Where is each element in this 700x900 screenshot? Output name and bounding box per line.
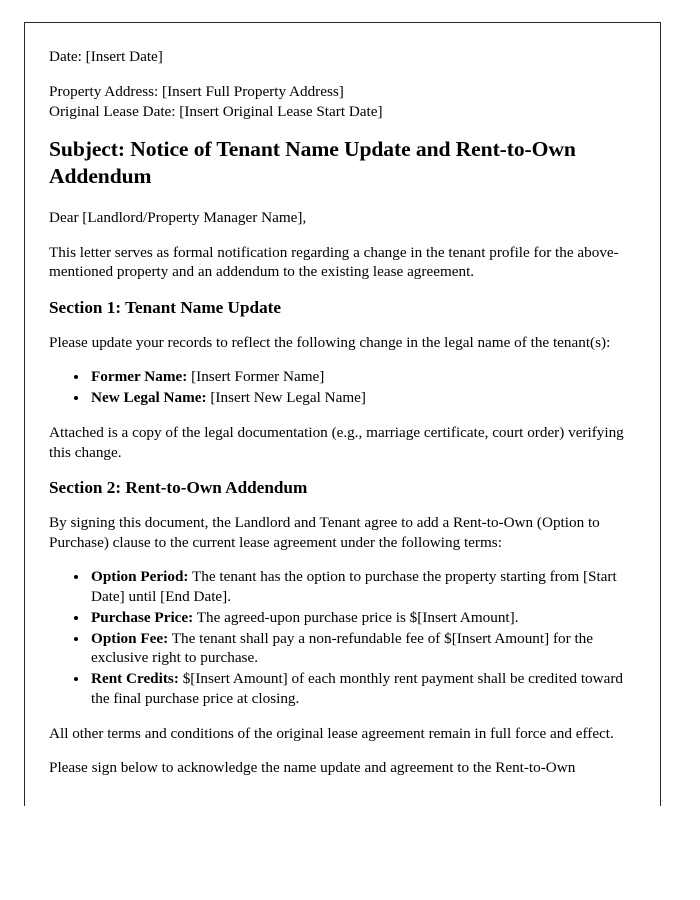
list-item [89,669,638,709]
document-title: Subject: Notice of Tenant Name Update and Rent-to-Own Addendum [49,137,576,189]
list-item-text: $[Insert Amount] of each monthly rent payment shall be credited toward the final purchase price at closing. [91,670,623,707]
section-1-intro: Please update your records to reflect the following change in the legal name of the tenant(s): [49,333,611,351]
section-2-heading: Section 2: Rent-to-Own Addendum [49,478,308,498]
intro-paragraph: This letter serves as formal notification regarding a change in the tenant profile for the above-mentioned property and an addendum to the existing lease agreement. [49,243,619,281]
salutation: Dear [Landlord/Property Manager Name], [49,208,307,226]
section-2-intro: By signing this document, the Landlord and Tenant agree to add a Rent-to-Own (Option to Purchase) clause to the current lease agreement under the following terms: [49,513,600,551]
section-1-list [49,367,638,408]
list-item-label: New Legal Name: [91,389,207,407]
closing-paragraph: All other terms and conditions of the original lease agreement remain in full force and effect. [49,724,614,742]
original-lease-date-line: Original Lease Date: [Insert Original Lease Start Date] [49,102,383,120]
list-item [89,388,638,408]
list-item-text: The agreed-upon purchase price is $[Insert Amount]. [193,608,519,626]
list-item-label: Option Fee: [91,629,169,647]
list-item-text: The tenant has the option to purchase the property starting from [Start Date] until [End Date]. [91,568,617,606]
section-2-list [49,567,638,708]
property-meta-block [49,82,638,122]
document-body [25,23,660,778]
date-line: Date: [Insert Date] [49,48,163,65]
property-address-line: Property Address: [Insert Full Property Address] [49,82,344,100]
list-item [89,629,638,669]
list-item [89,367,638,387]
list-item-label: Former Name: [91,368,188,386]
section-1-heading: Section 1: Tenant Name Update [49,298,282,318]
list-item-label: Purchase Price: [91,608,194,626]
date-block [49,47,638,67]
list-item-label: Option Period: [91,568,189,586]
signature-request-paragraph: Please sign below to acknowledge the name update and agreement to the Rent-to-Own [49,759,576,777]
list-item-text: The tenant shall pay a non-refundable fee of $[Insert Amount] for the exclusive right to purchase. [91,629,594,667]
list-item-text: [Insert New Legal Name] [206,389,366,407]
section-1-closing: Attached is a copy of the legal documentation (e.g., marriage certificate, court order) verifying this change. [49,423,624,461]
document-page [24,22,661,806]
list-item [89,608,638,628]
list-item-text: [Insert Former Name] [187,368,325,386]
list-item [89,567,638,607]
list-item-label: Rent Credits: [91,670,179,688]
